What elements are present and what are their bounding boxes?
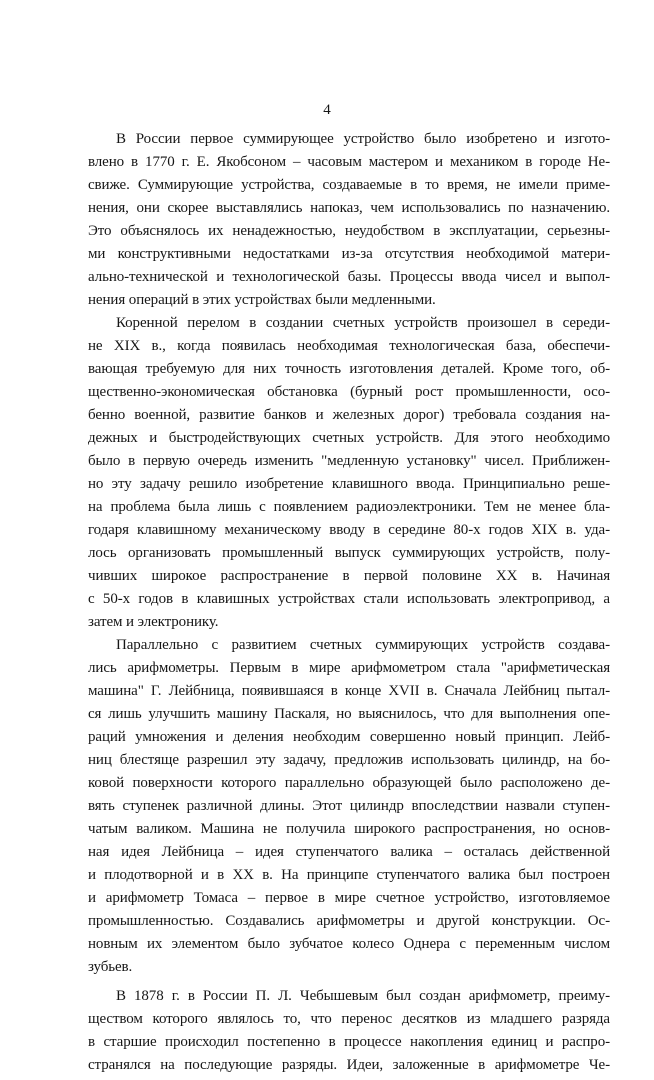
- text-line: свиже. Суммирующие устройства, создаваемые в то время, не имели приме-: [88, 177, 610, 193]
- text-line: нения операций в этих устройствах были медленными.: [88, 292, 436, 308]
- text-line: Это объяснялось их ненадежностью, неудобством в эксплуатации, серьезны-: [88, 223, 610, 239]
- text-line: машина" Г. Лейбница, появившаяся в конце XVII в. Сначала Лейбниц пытал-: [88, 683, 610, 699]
- text-line: ми конструктивными недостатками из-за отсутствия необходимой матери-: [88, 246, 610, 262]
- text-line: В России первое суммирующее устройство было изобретено и изгото-: [116, 131, 610, 147]
- text-line: лись арифмометры. Первым в мире арифмометром стала "арифметическая: [88, 660, 610, 676]
- text-line: Параллельно с развитием счетных суммирующих устройств создава-: [116, 637, 610, 653]
- text-line: дежных и быстродействующих счетных устройств. Для этого необходимо: [88, 430, 610, 446]
- text-line: годаря клавишному механическому вводу в середине 80-х годов XIX в. уда-: [88, 522, 610, 538]
- text-line: ально-технической и технологической базы. Процессы ввода чисел и выпол-: [88, 269, 610, 285]
- text-line: ниц блестяще разрешил эту задачу, предложив использовать цилиндр, на бо-: [88, 752, 610, 768]
- text-line: чивших широкое распространение в первой половине XX в. Начиная: [88, 568, 610, 584]
- text-line: бенно военной, развитие банков и железных дорог) требовала создания на-: [88, 407, 610, 423]
- text-line: ковой поверхности которого параллельно образующей было расположено де-: [88, 775, 610, 791]
- text-line: В 1878 г. в России П. Л. Чебышевым был создан арифмометр, преиму-: [116, 988, 610, 1004]
- text-line: странялся на последующие разряды. Идеи, заложенные в арифмометре Че-: [88, 1057, 610, 1073]
- text-line: но эту задачу решило изобретение клавишного ввода. Принципиально реше-: [88, 476, 610, 492]
- text-line: чатым валиком. Машина не получила широкого распространения, но основ-: [88, 821, 610, 837]
- paragraph-2: [88, 312, 610, 634]
- text-line: с 50-х годов в клавишных устройствах стали использовать электропривод, а: [88, 591, 610, 607]
- paragraph-1: [88, 128, 610, 312]
- text-line: новным их элементом было зубчатое колесо Однера с переменным числом: [88, 936, 610, 952]
- paragraph-4: [88, 985, 610, 1077]
- text-line: ная идея Лейбница – идея ступенчатого валика – осталась действенной: [88, 844, 610, 860]
- text-line: раций умножения и деления необходим совершенно новый принцип. Лейб-: [88, 729, 610, 745]
- text-line: на проблема была лишь с появлением радиоэлектроники. Тем не менее бла-: [88, 499, 610, 515]
- text-line: и плодотворной и в XX в. На принципе ступенчатого валика был построен: [88, 867, 610, 883]
- text-line: лось организовать промышленный выпуск суммирующих устройств, полу-: [88, 545, 610, 561]
- text-line: вающая требуемую для них точность изготовления деталей. Кроме того, об-: [88, 361, 610, 377]
- text-line: вять ступенек различной длины. Этот цилиндр впоследствии назвали ступен-: [88, 798, 610, 814]
- text-line: ществом которого являлось то, что перенос десятков из младшего разряда: [88, 1011, 610, 1027]
- text-line: щественно-экономическая обстановка (бурный рост промышленности, осо-: [88, 384, 610, 400]
- body-text: [88, 128, 610, 1077]
- text-line: нения, они скорее выставлялись напоказ, чем использовались по назначению.: [88, 200, 610, 216]
- text-line: не XIX в., когда появилась необходимая технологическая база, обеспечи-: [88, 338, 610, 354]
- paragraph-3: [88, 634, 610, 979]
- text-line: промышленностью. Создавались арифмометры и другой конструкции. Ос-: [88, 913, 610, 929]
- text-line: ся лишь улучшить машину Паскаля, но выяснилось, что для выполнения опе-: [88, 706, 610, 722]
- text-line: затем и электронику.: [88, 614, 219, 630]
- text-line: и арифмометр Томаса – первое в мире счетное устройство, изготовляемое: [88, 890, 610, 906]
- text-line: влено в 1770 г. Е. Якобсоном – часовым мастером и механиком в городе Не-: [88, 154, 610, 170]
- text-line: зубьев.: [88, 959, 133, 975]
- text-line: Коренной перелом в создании счетных устройств произошел в середи-: [116, 315, 610, 331]
- text-line: в старшие происходил постепенно в процессе накопления единиц и распро-: [88, 1034, 610, 1050]
- text-line: было в первую очередь изменить "медленную установку" чисел. Приближен-: [88, 453, 610, 469]
- page-number: 4: [323, 102, 331, 118]
